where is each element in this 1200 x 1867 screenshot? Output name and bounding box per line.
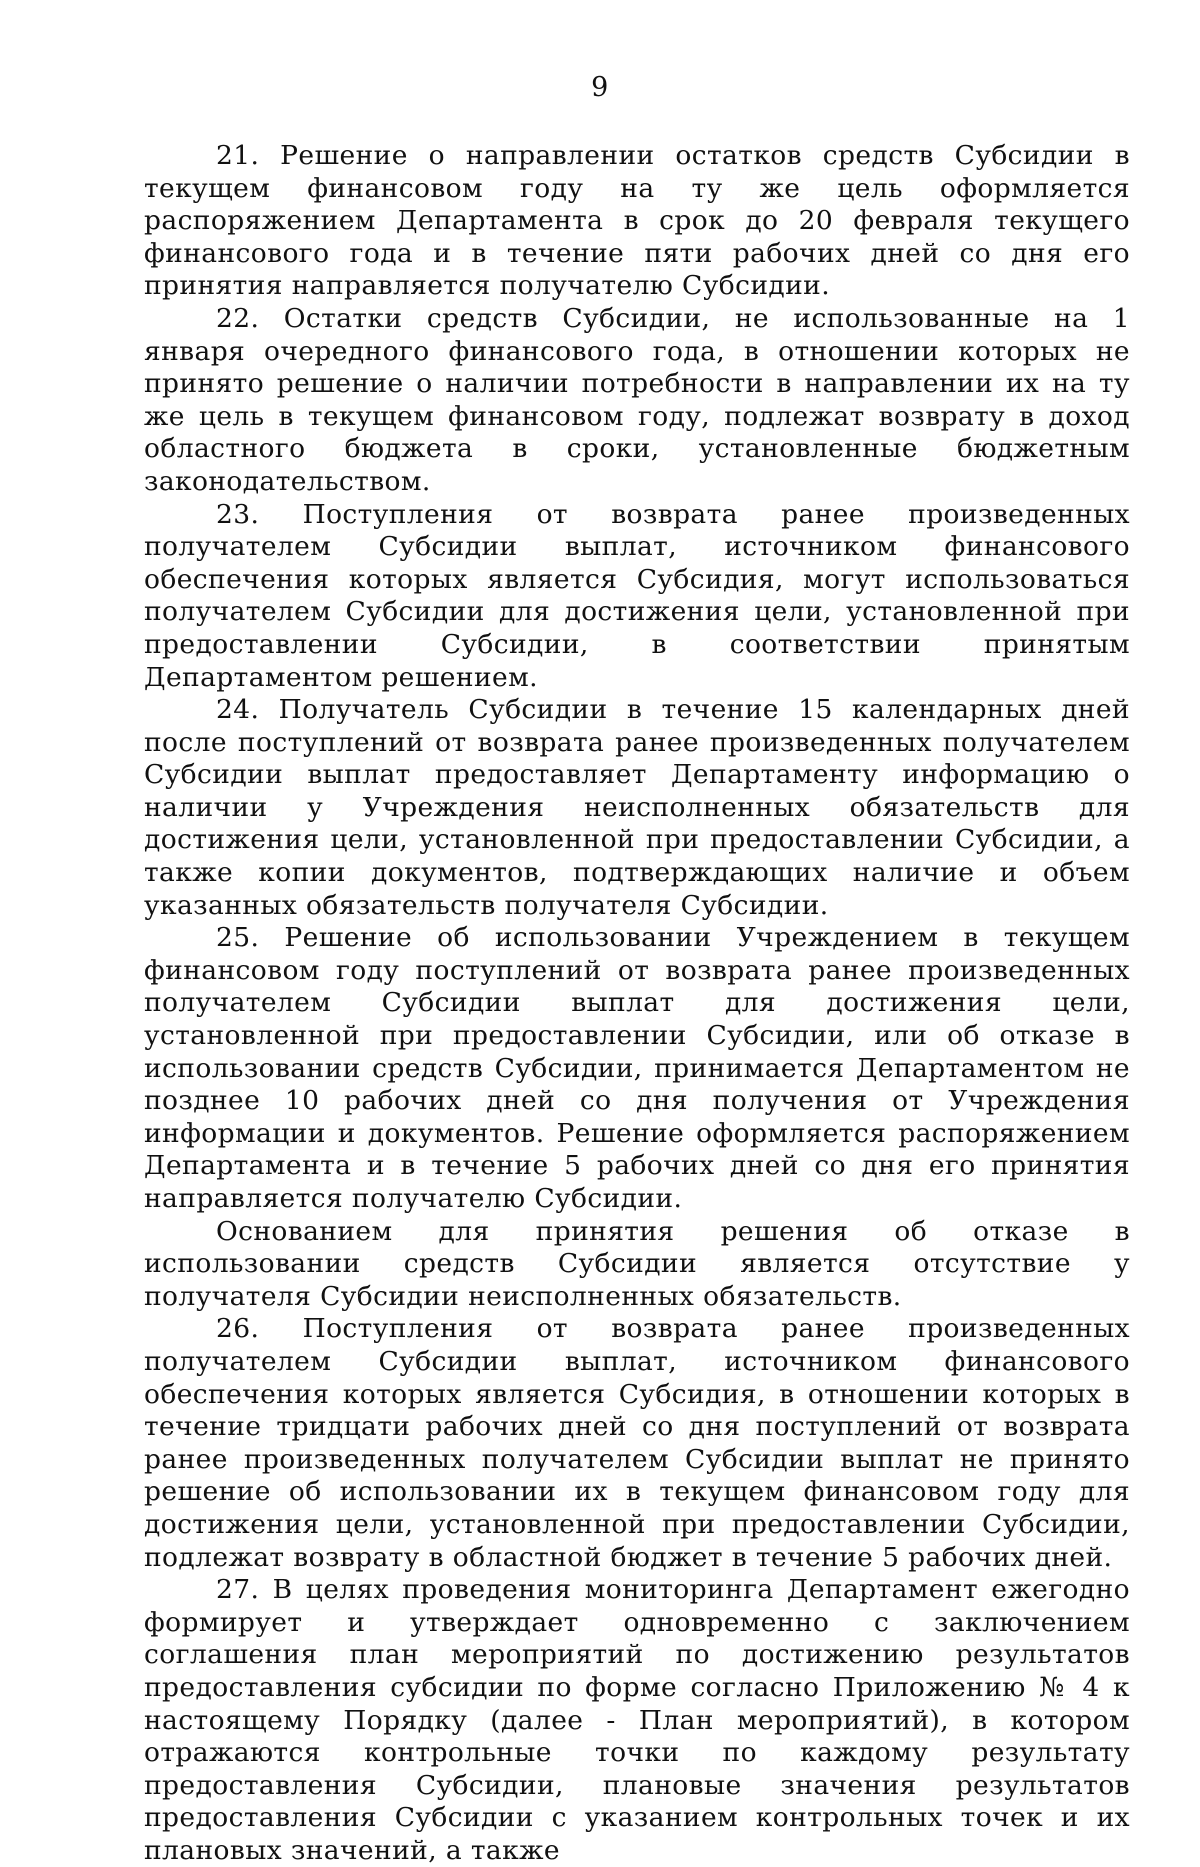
document-body xyxy=(144,140,1130,1867)
paragraph-25-refusal-basis: Основанием для принятия решения об отказе в использовании средств Субсидии является отсутствие у получателя Субсидии неисполненных обязательств. xyxy=(144,1215,1130,1312)
paragraph-22: 22. Остатки средств Субсидии, не использованные на 1 января очередного финансового года, в отношении которых не принято решение о наличии потребности в направлении их на ту же цель в текущем финансовом году, подлежат возврату в доход областного бюджета в сроки, установленные бюджетным законодательством. xyxy=(144,302,1130,497)
paragraph-26: 26. Поступления от возврата ранее произведенных получателем Субсидии выплат, источником финансового обеспечения которых является Субсидия, в отношении которых в течение тридцати рабочих дней со дня поступлений от возврата ранее произведенных получателем Субсидии выплат не принято решение об использовании их в текущем финансовом году для достижения цели, установленной при предоставлении Субсидии, подлежат возврату в областной бюджет в течение 5 рабочих дней. xyxy=(144,1313,1130,1573)
paragraph-24: 24. Получатель Субсидии в течение 15 календарных дней после поступлений от возврата ранее произведенных получателем Субсидии выплат предоставляет Департаменту информацию о наличии у Учреждения неисполненных обязательств для достижения цели, установленной при предоставлении Субсидии, а также копии документов, подтверждающих наличие и объем указанных обязательств получателя Субсидии. xyxy=(144,694,1130,921)
paragraph-23: 23. Поступления от возврата ранее произведенных получателем Субсидии выплат, источником финансового обеспечения которых является Субсидия, могут использоваться получателем Субсидии для достижения цели, установленной при предоставлении Субсидии, в соответствии принятым Департаментом решением. xyxy=(144,498,1130,693)
page-number: 9 xyxy=(591,72,609,103)
paragraph-27: 27. В целях проведения мониторинга Департамент ежегодно формирует и утверждает одновременно с заключением соглашения план мероприятий по достижению результатов предоставления субсидии по форме согласно Приложению № 4 к настоящему Порядку (далее - План мероприятий), в котором отражаются контрольные точки по каждому результату предоставления Субсидии, плановые значения результатов предоставления Субсидии с указанием контрольных точек и их плановых значений, а также xyxy=(144,1574,1130,1866)
paragraph-25: 25. Решение об использовании Учреждением в текущем финансовом году поступлений от возврата ранее произведенных получателем Субсидии выплат для достижения цели, установленной при предоставлении Субсидии, или об отказе в использовании средств Субсидии, принимается Департаментом не позднее 10 рабочих дней со дня получения от Учреждения информации и документов. Решение оформляется распоряжением Департамента и в течение 5 рабочих дней со дня его принятия направляется получателю Субсидии. xyxy=(144,922,1130,1214)
paragraph-21: 21. Решение о направлении остатков средств Субсидии в текущем финансовом году на ту же цель оформляется распоряжением Департамента в срок до 20 февраля текущего финансового года и в течение пяти рабочих дней со дня его принятия направляется получателю Субсидии. xyxy=(144,140,1130,302)
